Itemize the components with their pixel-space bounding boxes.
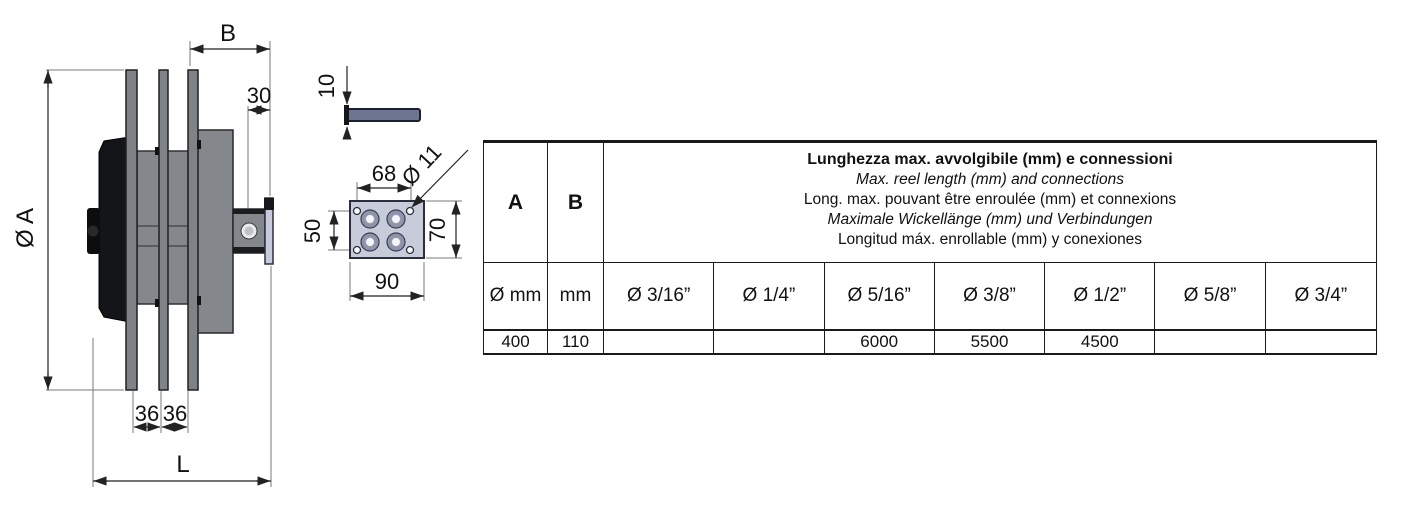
reel-disc: [126, 70, 137, 390]
table-title-de: Maximale Wickellänge (mm) und Verbindungen: [827, 211, 1153, 228]
dim-label-10: 10: [314, 73, 339, 99]
data-cell: [714, 331, 824, 353]
dim-label-L: L: [176, 451, 190, 478]
dim-label-36-left: 36: [134, 401, 160, 426]
unit-cell: Ø 3/8”: [935, 263, 1045, 329]
dim-label-36-right: 36: [162, 401, 188, 426]
dim-label-50: 50: [300, 218, 325, 244]
spec-table: [483, 140, 1377, 355]
data-cell: 5500: [935, 331, 1045, 353]
dim-label-30: 30: [246, 83, 272, 108]
data-cell: 400: [484, 331, 548, 353]
mounting-plate-front-view: [300, 140, 468, 301]
unit-cell: Ø 5/8”: [1155, 263, 1265, 329]
data-cell: [604, 331, 714, 353]
unit-cell: mm: [548, 263, 604, 329]
unit-cell: Ø 1/4”: [714, 263, 824, 329]
table-title-block: [604, 143, 1376, 262]
reel-disc: [159, 70, 168, 390]
dim-label-diameter-A: Ø A: [12, 207, 39, 249]
data-cell: [1266, 331, 1376, 353]
reel-rear-housing: [197, 130, 233, 333]
reel-disc: [188, 70, 198, 390]
reel-side-view: [12, 20, 274, 487]
mounting-plate-side-view: [314, 66, 420, 139]
header-cell-B: B: [548, 143, 604, 262]
data-cell: [1155, 331, 1265, 353]
table-title-fr: Long. max. pouvant être enroulée (mm) et connexions: [803, 191, 1177, 208]
table-header-row: [484, 143, 1376, 263]
data-cell: 6000: [825, 331, 935, 353]
dim-label-70: 70: [425, 217, 450, 243]
unit-cell: Ø 3/4”: [1294, 285, 1348, 306]
dim-label-68: 68: [371, 161, 397, 186]
plate-arm: [347, 109, 420, 121]
dim-label-hole-diameter: Ø 11: [396, 139, 447, 191]
unit-cell: Ø 1/2”: [1045, 263, 1155, 329]
dim-label-B: B: [219, 20, 237, 47]
data-cell: 4500: [1045, 331, 1155, 353]
header-cell-A: A: [484, 143, 548, 262]
table-title-it: Lunghezza max. avvolgibile (mm) e connessioni: [807, 151, 1173, 168]
unit-cell: Ø 5/16”: [825, 263, 935, 329]
unit-cell: Ø 3/16”: [604, 263, 714, 329]
data-cell: 110: [548, 331, 604, 353]
table-unit-row: [484, 263, 1376, 331]
technical-drawing: [0, 0, 482, 507]
table-data-row: [484, 331, 1376, 353]
unit-cell: Ø mm: [484, 263, 548, 329]
table-title-es: Longitud máx. enrollable (mm) y conexiones: [837, 231, 1143, 248]
table-title-en: Max. reel length (mm) and connections: [856, 171, 1124, 188]
mounting-plate-edge: [264, 198, 274, 264]
shaft-bracket: [233, 209, 265, 253]
dim-label-90: 90: [374, 269, 400, 294]
